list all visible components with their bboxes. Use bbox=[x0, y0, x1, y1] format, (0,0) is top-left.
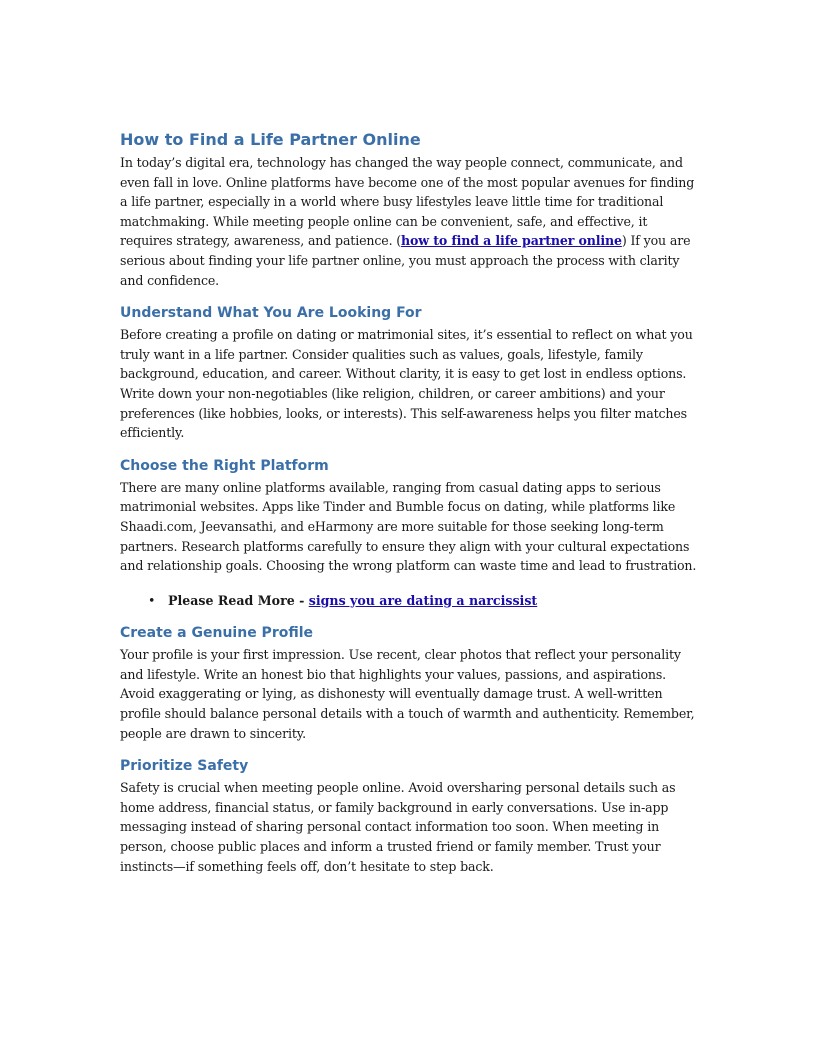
intro-text-after-link: ) If you are serious about finding your life partner online, you must approach the process with clarity and confidence. bbox=[120, 233, 691, 288]
section-body-understand: Before creating a profile on dating or matrimonial sites, it’s essential to reflect on what you truly want in a life partner. Consider qualities such as values, goals, lifestyle, family background, education, and career. Without clarity, it is easy to get lost in endless options. Write down your non-negotiables (like religion, children, or career ambitions) and your preferences (like hobbies, looks, or interests). This self-awareness helps you filter matches efficiently. bbox=[120, 327, 693, 441]
read-more-item bbox=[148, 591, 700, 611]
document-page bbox=[120, 128, 700, 876]
read-more-list bbox=[120, 591, 700, 611]
section-heading-platform: Choose the Right Platform bbox=[120, 457, 329, 474]
narcissist-article-link[interactable]: signs you are dating a narcissist bbox=[308, 592, 538, 608]
section-heading-safety: Prioritize Safety bbox=[120, 758, 249, 775]
intro-paragraph bbox=[120, 153, 700, 290]
section-body-profile: Your profile is your first impression. Use recent, clear photos that reflect your personality and lifestyle. Write an honest bio that highlights your values, passions, and aspirations. Avoid exaggerating or lying, as dishonesty will eventually damage trust. A well-written profile should balance personal details with a touch of warmth and authenticity. Remember, people are drawn to sincerity. bbox=[120, 647, 695, 741]
section-body-platform: There are many online platforms available, ranging from casual dating apps to serious matrimonial websites. Apps like Tinder and Bumble focus on dating, while platforms like Shaadi.com, Jeevansathi, and eHarmony are more suitable for those seeking long-term partners. Research platforms carefully to ensure they align with your cultural expectations and relationship goals. Choosing the wrong platform can waste time and lead to frustration. bbox=[120, 479, 697, 574]
article-title: How to Find a Life Partner Online bbox=[120, 130, 421, 149]
bullet-icon: • bbox=[148, 592, 156, 608]
life-partner-online-link[interactable]: how to find a life partner online bbox=[401, 233, 622, 249]
section-body-safety: Safety is crucial when meeting people online. Avoid oversharing personal details such as home address, financial status, or family background in early conversations. Use in-app messaging instead of sharing personal contact information too soon. When meeting in person, choose public places and inform a trusted friend or family member. Trust your instincts—if something feels off, don’t hesitate to step back. bbox=[120, 780, 676, 874]
read-more-label: Please Read More - bbox=[168, 592, 309, 608]
intro-text-before-link: In today’s digital era, technology has changed the way people connect, communicate, and even fall in love. Online platforms have become one of the most popular avenues for finding a life partner, especially in a world where busy lifestyles leave little time for traditional matchmaking. While meeting people online can be convenient, safe, and effective, it requires strategy, awareness, and patience. ( bbox=[120, 155, 695, 249]
section-heading-understand: Understand What You Are Looking For bbox=[120, 305, 422, 322]
section-heading-profile: Create a Genuine Profile bbox=[120, 625, 314, 642]
